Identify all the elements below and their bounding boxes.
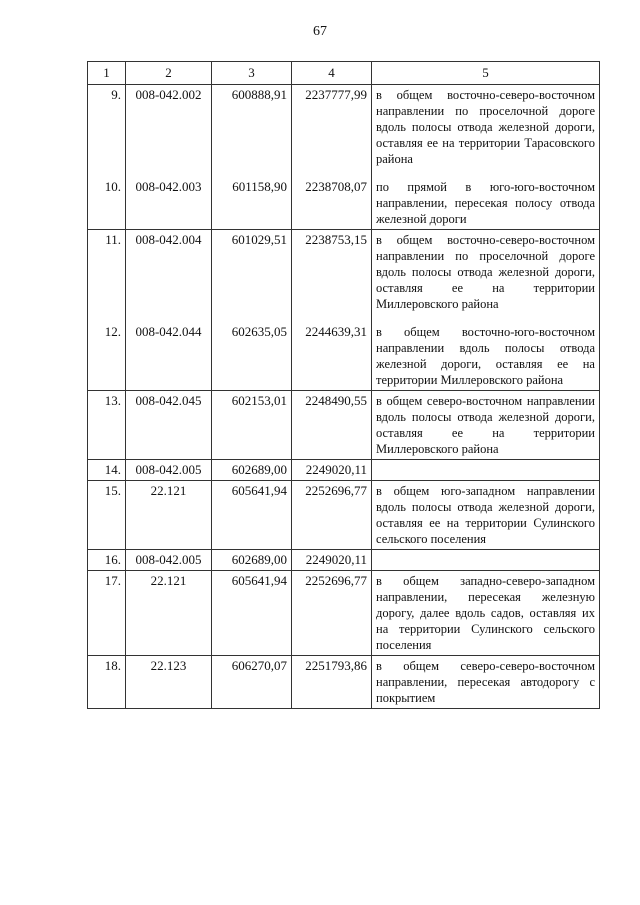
table-row [88, 656, 600, 709]
y-coordinate: 2244639,31 [292, 314, 372, 391]
point-code: 008-042.045 [126, 391, 212, 460]
y-coordinate: 2238753,15 [292, 230, 372, 315]
boundary-description: в общем юго-западном направлении вдоль полосы отвода железной дороги, оставляя ее на территории Сулинского сельского поселения [372, 481, 600, 550]
y-coordinate: 2251793,86 [292, 656, 372, 709]
point-code: 008-042.005 [126, 460, 212, 481]
table-row [88, 230, 600, 315]
table-row [88, 85, 600, 170]
table-row [88, 571, 600, 656]
y-coordinate: 2248490,55 [292, 391, 372, 460]
column-header: 4 [292, 62, 372, 85]
x-coordinate: 602689,00 [212, 460, 292, 481]
row-number: 13. [88, 391, 126, 460]
y-coordinate: 2252696,77 [292, 481, 372, 550]
point-code: 008-042.004 [126, 230, 212, 315]
column-header: 2 [126, 62, 212, 85]
point-code: 22.121 [126, 481, 212, 550]
row-number: 10. [88, 169, 126, 230]
boundary-description: по прямой в юго-юго-восточном направлении, пересекая полосу отвода железной дороги [372, 169, 600, 230]
row-number: 18. [88, 656, 126, 709]
point-code: 008-042.003 [126, 169, 212, 230]
x-coordinate: 606270,07 [212, 656, 292, 709]
column-header: 3 [212, 62, 292, 85]
boundary-description: в общем западно-северо-западном направлении, пересекая железную дорогу, далее вдоль садов, оставляя их на территории Сулинского сельского поселения [372, 571, 600, 656]
point-code: 008-042.044 [126, 314, 212, 391]
x-coordinate: 600888,91 [212, 85, 292, 170]
y-coordinate: 2249020,11 [292, 460, 372, 481]
table-header-row [88, 62, 600, 85]
y-coordinate: 2237777,99 [292, 85, 372, 170]
x-coordinate: 601029,51 [212, 230, 292, 315]
point-code: 22.123 [126, 656, 212, 709]
row-number: 16. [88, 550, 126, 571]
boundary-description: в общем северо-восточном направлении вдоль полосы отвода железной дороги, оставляя ее на территории Миллеровского района [372, 391, 600, 460]
table-row [88, 550, 600, 571]
boundary-description: в общем восточно-юго-восточном направлении вдоль полосы отвода железной дороги, оставляя ее на территории Миллеровского района [372, 314, 600, 391]
table-row [88, 314, 600, 391]
point-code: 008-042.002 [126, 85, 212, 170]
y-coordinate: 2249020,11 [292, 550, 372, 571]
column-header: 1 [88, 62, 126, 85]
boundary-description: в общем восточно-северо-восточном направлении по проселочной дороге вдоль полосы отвода железной дороги, оставляя ее на территории Миллеровского района [372, 230, 600, 315]
boundary-description: в общем северо-северо-восточном направлении, пересекая автодорогу с покрытием [372, 656, 600, 709]
table-row [88, 460, 600, 481]
column-header: 5 [372, 62, 600, 85]
row-number: 9. [88, 85, 126, 170]
boundary-description [372, 550, 600, 571]
point-code: 22.121 [126, 571, 212, 656]
row-number: 11. [88, 230, 126, 315]
x-coordinate: 602689,00 [212, 550, 292, 571]
row-number: 15. [88, 481, 126, 550]
row-number: 14. [88, 460, 126, 481]
x-coordinate: 602635,05 [212, 314, 292, 391]
x-coordinate: 601158,90 [212, 169, 292, 230]
x-coordinate: 605641,94 [212, 571, 292, 656]
page-number: 67 [313, 24, 327, 39]
boundary-description: в общем восточно-северо-восточном направлении по проселочной дороге вдоль полосы отвода железной дороги, оставляя ее на территории Тарасовского района [372, 85, 600, 170]
table-row [88, 481, 600, 550]
table-row [88, 391, 600, 460]
y-coordinate: 2238708,07 [292, 169, 372, 230]
point-code: 008-042.005 [126, 550, 212, 571]
boundary-points-table [87, 61, 600, 709]
row-number: 17. [88, 571, 126, 656]
table-row [88, 169, 600, 230]
x-coordinate: 605641,94 [212, 481, 292, 550]
x-coordinate: 602153,01 [212, 391, 292, 460]
row-number: 12. [88, 314, 126, 391]
boundary-description [372, 460, 600, 481]
y-coordinate: 2252696,77 [292, 571, 372, 656]
